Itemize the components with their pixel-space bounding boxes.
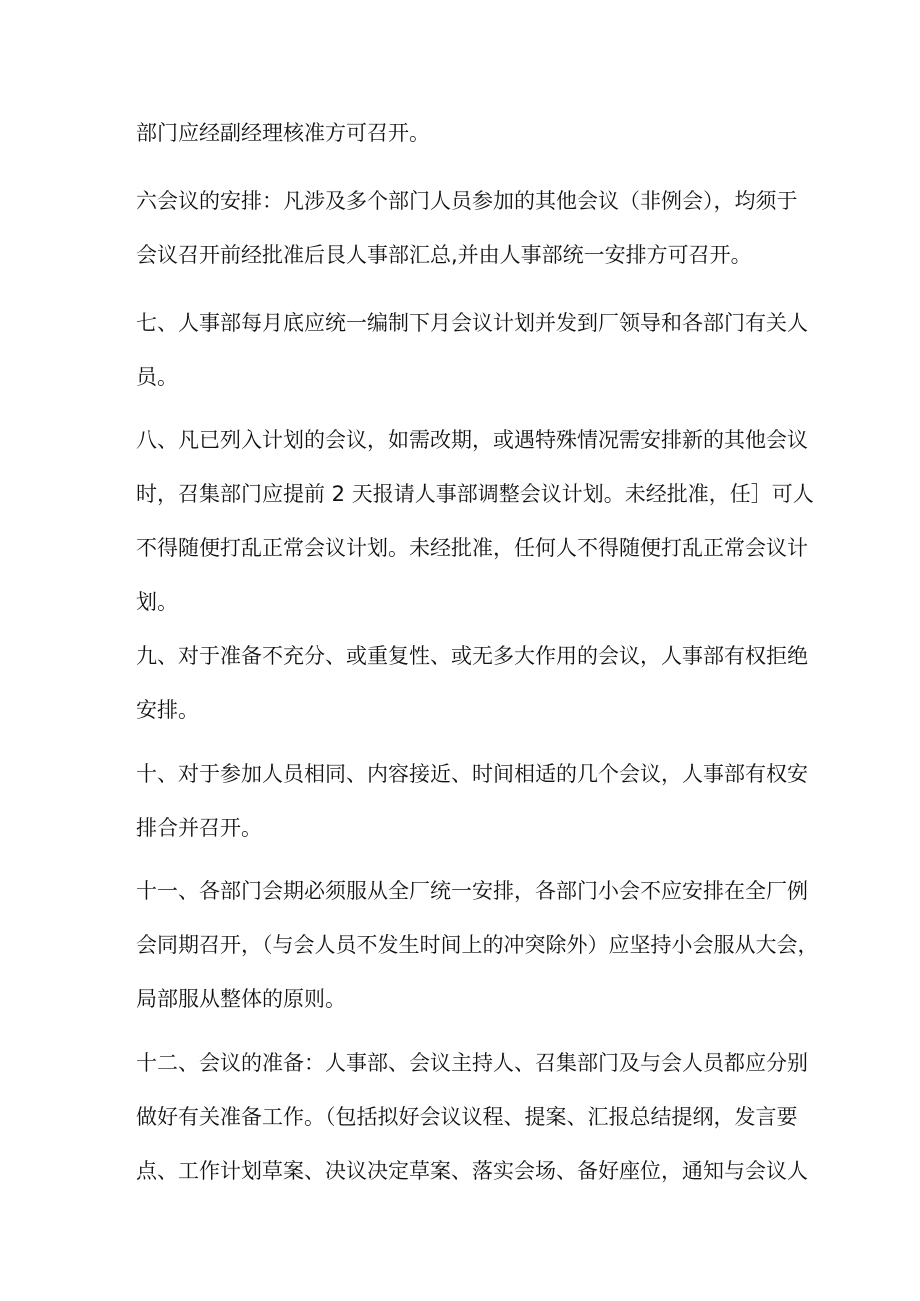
text-line: 安排。: [136, 698, 199, 722]
text-line: 时，召集部门应提前 2 天报请人事部调整会议计划。未经批准，任］可人: [136, 482, 814, 506]
paragraph-8-rescheduling: [136, 413, 816, 629]
text-line: 部门应经副经理核准方可召开。: [136, 121, 430, 145]
text-line: 十一、各部门会期必须服从全厂统一安排，各部门小会不应安排在全厂例: [136, 879, 808, 903]
paragraph-12-meeting-preparation: [136, 1036, 816, 1198]
paragraph-9-refuse-meetings: [136, 629, 816, 737]
text-line: 做好有关准备工作。（包括拟好会议议程、提案、汇报总结提纲，发言要: [136, 1105, 798, 1129]
text-line: 七、人事部每月底应统一编制下月会议计划并发到厂领导和各部门有关人: [136, 311, 808, 335]
text-line: 九、对于准备不充分、或重复性、或无多大作用的会议，人事部有权拒绝: [136, 644, 808, 668]
text-line: 局部服从整体的原则。: [136, 987, 346, 1011]
text-line: 八、凡已列入计划的会议，如需改期，或遇特殊情况需安排新的其他会议: [136, 428, 808, 452]
text-line: 划。: [136, 590, 178, 614]
paragraph-10-merge-meetings: [136, 747, 816, 855]
text-line: 十二、会议的准备：人事部、会议主持人、召集部门及与会人员都应分别: [136, 1051, 808, 1075]
text-line: 会议召开前经批准后艮人事部汇总,并由人事部统一安排方可召开。: [136, 243, 752, 267]
text-line: 十、对于参加人员相同、内容接近、时间相适的几个会议，人事部有权安: [136, 762, 808, 786]
text-line: 六会议的安排：凡涉及多个部门人员参加的其他会议（非例会），均须于: [136, 189, 798, 213]
paragraph-6-meeting-arrangement: [136, 174, 816, 282]
paragraph-continuation: [136, 106, 816, 160]
text-line: 员。: [136, 365, 178, 389]
paragraph-11-meeting-schedule: [136, 864, 819, 1026]
text-line: 不得随便打乱正常会议计划。未经批准，任何人不得随便打乱正常会议计: [136, 536, 808, 560]
text-line: 点、工作计划草案、决议决定草案、落实会场、备好座位，通知与会议人: [136, 1159, 808, 1183]
paragraph-7-monthly-plan: [136, 296, 816, 404]
text-line: 会同期召开，（与会人员不发生时间上的冲突除外）应坚持小会服从大会，: [136, 933, 819, 957]
text-line: 排合并召开。: [136, 816, 262, 840]
